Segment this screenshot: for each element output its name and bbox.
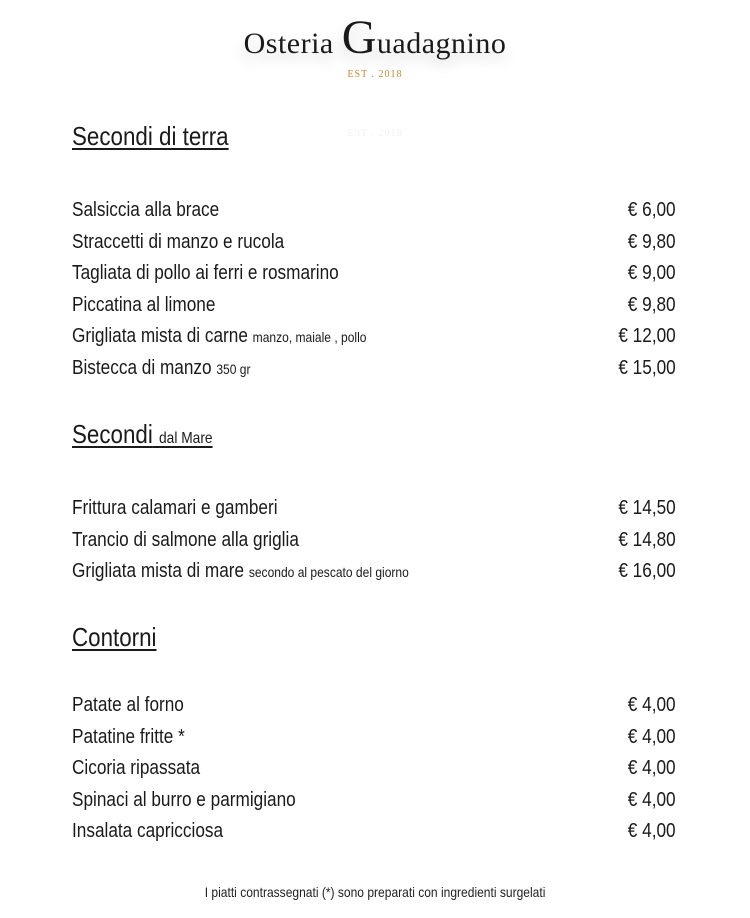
price: € 15,00 xyxy=(618,356,676,379)
section-title-secondi-mare: Secondi dal Mare xyxy=(72,419,213,449)
brand-prefix: Osteria xyxy=(243,27,342,60)
menu-item: Cicoria ripassata € 4,00 xyxy=(72,757,676,780)
menu-item: Grigliata mista di carne manzo, maiale , pollo € 12,00 xyxy=(72,325,676,348)
menu-item: Grigliata mista di mare secondo al pescato del giorno € 16,00 xyxy=(72,560,676,583)
menu-item: Trancio di salmone alla griglia € 14,80 xyxy=(72,528,676,551)
price: € 4,00 xyxy=(628,694,676,716)
price: € 9,80 xyxy=(628,230,676,253)
brand-name xyxy=(0,10,750,65)
section-title-secondi-terra: Secondi di terra xyxy=(72,121,229,151)
price: € 4,00 xyxy=(628,820,676,843)
menu-list-secondi-mare xyxy=(72,497,676,592)
item-note: 350 gr xyxy=(216,360,251,377)
menu-list-contorni xyxy=(72,694,676,852)
price: € 4,00 xyxy=(628,725,676,748)
menu-item: Salsiccia alla brace € 6,00 xyxy=(72,199,676,221)
price: € 14,50 xyxy=(618,497,676,519)
price: € 4,00 xyxy=(628,757,676,780)
ghost-watermark: EST . 2018 xyxy=(347,128,403,139)
section-title-contorni: Contorni xyxy=(72,622,157,652)
brand-initial: G xyxy=(341,11,377,64)
menu-item: Straccetti di manzo e rucola € 9,80 xyxy=(72,230,676,253)
brand-rest: uadagnino xyxy=(376,27,507,60)
menu-item: Insalata capricciosa € 4,00 xyxy=(72,820,676,843)
price: € 9,00 xyxy=(628,262,676,285)
menu-item: Piccatina al limone € 9,80 xyxy=(72,293,676,316)
menu-item: Patate al forno € 4,00 xyxy=(72,694,676,716)
logo xyxy=(0,10,750,80)
item-note: secondo al pescato del giorno xyxy=(248,564,409,581)
footer-note: I piatti contrassegnati (*) sono preparati con ingredienti surgelati xyxy=(204,884,546,900)
menu-item: Patatine fritte * € 4,00 xyxy=(72,725,676,748)
menu-item: Frittura calamari e gamberi € 14,50 xyxy=(72,497,676,519)
price: € 9,80 xyxy=(628,293,676,316)
menu-item: Tagliata di pollo ai ferri e rosmarino € 9,00 xyxy=(72,262,676,285)
item-note: manzo, maiale , pollo xyxy=(252,329,367,346)
price: € 16,00 xyxy=(618,560,676,583)
price: € 4,00 xyxy=(628,788,676,811)
menu-item: Bistecca di manzo 350 gr € 15,00 xyxy=(72,356,676,379)
brand-established: EST . 2018 xyxy=(347,69,403,80)
price: € 14,80 xyxy=(618,528,676,551)
menu-list-secondi-terra xyxy=(72,199,676,389)
menu-item: Spinaci al burro e parmigiano € 4,00 xyxy=(72,788,676,811)
price: € 6,00 xyxy=(628,199,676,221)
price: € 12,00 xyxy=(618,325,676,348)
